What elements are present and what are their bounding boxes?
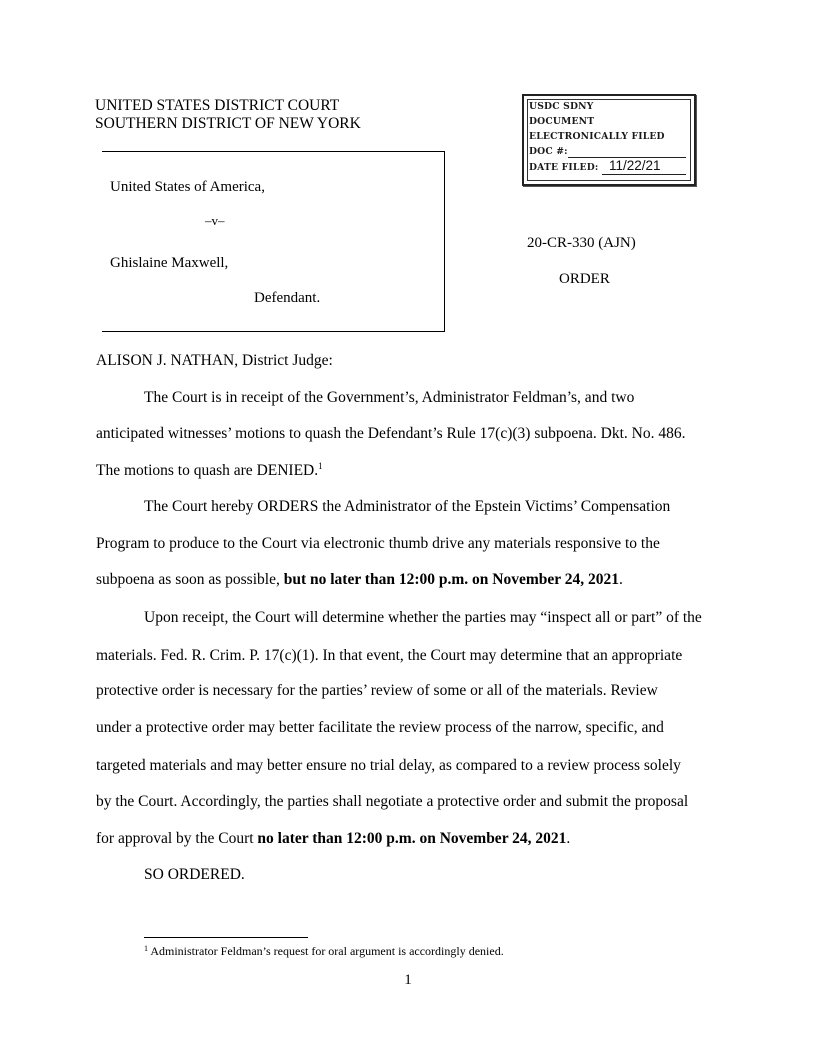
filing-stamp bbox=[522, 94, 696, 186]
production-deadline: but no later than 12:00 p.m. on November 24, 2021 bbox=[283, 571, 619, 588]
production-period: . bbox=[618, 571, 623, 588]
stamp-doc-number-label: DOC #: bbox=[529, 146, 568, 157]
paragraph-2-line-1: The Court hereby ORDERS the Administrator of the Epstein Victims’ Compensation bbox=[144, 498, 671, 515]
paragraph-3-line-3: protective order is necessary for the parties’ review of some or all of the materials. Review bbox=[96, 682, 658, 699]
footnote bbox=[144, 944, 504, 959]
paragraph-2-line-2: Program to produce to the Court via electronic thumb drive any materials responsive to the bbox=[96, 535, 660, 552]
defendant-label: Defendant. bbox=[254, 290, 321, 306]
stamp-date-filed-label: DATE FILED: bbox=[529, 162, 599, 173]
stamp-electronically-filed: ELECTRONICALLY FILED bbox=[529, 131, 665, 142]
stamp-document: DOCUMENT bbox=[529, 116, 595, 127]
stamp-date-field-line bbox=[602, 174, 686, 175]
production-text: subpoena as soon as possible, bbox=[96, 571, 284, 588]
case-number: 20-CR-330 (AJN) bbox=[527, 235, 636, 251]
approval-period: . bbox=[566, 830, 571, 847]
footnote-number: 1 bbox=[144, 944, 148, 953]
paragraph-3-line-2: materials. Fed. R. Crim. P. 17(c)(1). In that event, the Court may determine that an appropriate bbox=[96, 647, 683, 664]
document-type: ORDER bbox=[559, 271, 610, 287]
paragraph-3-line-5: targeted materials and may better ensure no trial delay, as compared to a review process solely bbox=[96, 757, 681, 774]
paragraph-1-line-3 bbox=[96, 461, 722, 480]
versus: –v– bbox=[205, 213, 225, 228]
stamp-court: USDC SDNY bbox=[529, 101, 594, 112]
approval-text: for approval by the Court bbox=[96, 830, 258, 847]
stamp-date-filed-value: 11/22/21 bbox=[609, 158, 661, 173]
footnote-divider bbox=[144, 937, 308, 938]
paragraph-3-line-4: under a protective order may better facilitate the review process of the narrow, specific, and bbox=[96, 719, 664, 736]
paragraph-1-line-1: The Court is in receipt of the Government’s, Administrator Feldman’s, and two bbox=[144, 389, 635, 406]
court-name: UNITED STATES DISTRICT COURT bbox=[95, 97, 340, 114]
paragraph-3-line-6: by the Court. Accordingly, the parties shall negotiate a protective order and submit the proposal bbox=[96, 793, 689, 810]
paragraph-2-line-3 bbox=[96, 571, 722, 589]
footnote-text: Administrator Feldman’s request for oral argument is accordingly denied. bbox=[150, 944, 504, 958]
plaintiff-name: United States of America, bbox=[110, 179, 265, 195]
court-district: SOUTHERN DISTRICT OF NEW YORK bbox=[95, 115, 361, 132]
defendant-name: Ghislaine Maxwell, bbox=[110, 255, 229, 271]
paragraph-3-line-1: Upon receipt, the Court will determine whether the parties may “inspect all or part” of the bbox=[144, 609, 702, 626]
paragraph-3-line-7 bbox=[96, 830, 722, 848]
judge-heading: ALISON J. NATHAN, District Judge: bbox=[96, 352, 333, 369]
footnote-reference: 1 bbox=[318, 461, 323, 471]
approval-deadline: no later than 12:00 p.m. on November 24, 2021 bbox=[257, 830, 567, 847]
paragraph-1-line-2: anticipated witnesses’ motions to quash the Defendant’s Rule 17(c)(3) subpoena. Dkt. No. 486. bbox=[96, 425, 686, 442]
denied-sentence: The motions to quash are DENIED. bbox=[96, 462, 319, 479]
so-ordered: SO ORDERED. bbox=[144, 866, 245, 883]
page-number: 1 bbox=[404, 972, 412, 988]
